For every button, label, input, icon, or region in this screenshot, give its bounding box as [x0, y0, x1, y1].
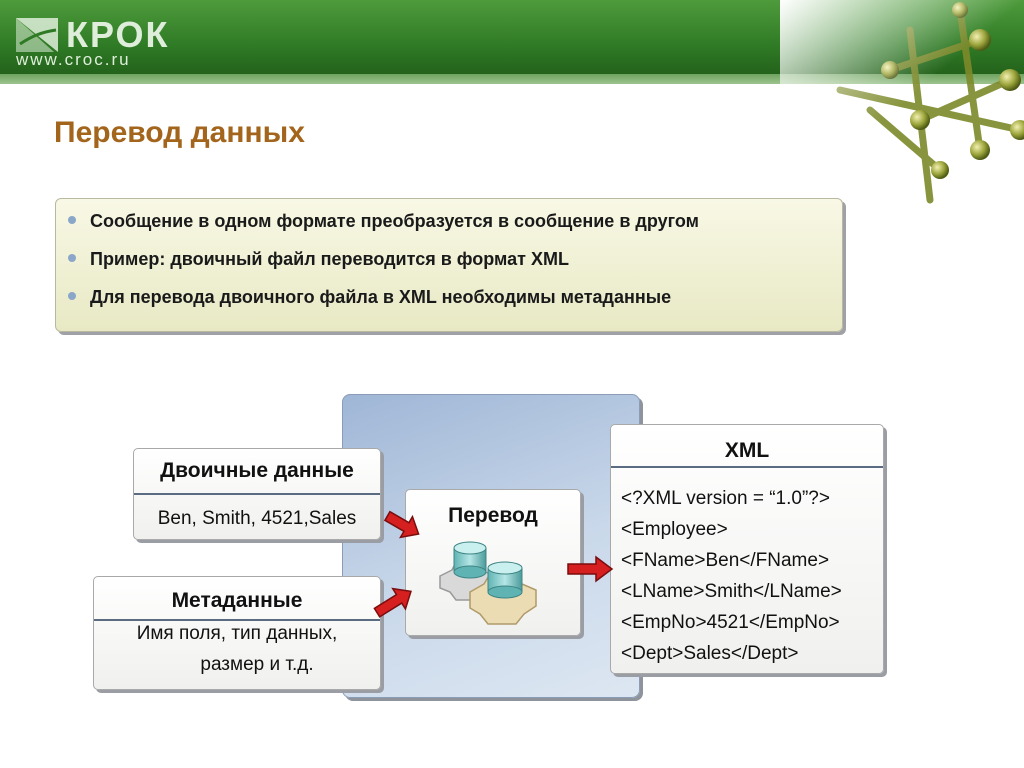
gears-icon — [434, 540, 558, 626]
bullet-dot-icon — [68, 292, 76, 300]
bullet-dot-icon — [68, 254, 76, 262]
metadata-title: Метаданные — [171, 589, 303, 612]
logo-url[interactable]: www.croc.ru — [16, 50, 131, 69]
bullet-item-2 — [68, 249, 569, 270]
arrow-metadata-to-translate-icon — [372, 584, 416, 620]
bullet-item-3 — [68, 287, 671, 308]
xml-line: <EmpNo>4521</EmpNo> — [621, 612, 840, 633]
metadata-card — [93, 576, 381, 690]
card-divider — [134, 493, 380, 495]
xml-title: XML — [724, 439, 770, 462]
xml-line: <FName>Ben</FName> — [621, 550, 830, 571]
card-divider — [94, 619, 380, 621]
binary-data-card — [133, 448, 381, 540]
logo-text: КРОК — [66, 14, 170, 55]
xml-line: <Dept>Sales</Dept> — [621, 643, 799, 664]
translate-title: Перевод — [448, 504, 538, 527]
bullet-text: Пример: двоичный файл переводится в формат XML — [90, 249, 569, 269]
bullet-dot-icon — [68, 216, 76, 224]
translate-card — [405, 489, 581, 636]
bullet-list-box — [55, 198, 843, 332]
xml-card — [610, 424, 884, 674]
binary-data-value: Ben, Smith, 4521,Sales — [157, 508, 357, 529]
bullet-text: Для перевода двоичного файла в XML необходимы метаданные — [90, 287, 672, 307]
arrow-binary-to-translate-icon — [383, 508, 423, 542]
xml-code-block — [621, 483, 842, 669]
page-title: Перевод данных — [54, 116, 305, 149]
bullet-text: Сообщение в одном формате преобразуется в сообщение в другом — [90, 211, 699, 231]
xml-line: <Employee> — [621, 519, 728, 540]
xml-line: <LName>Smith</LName> — [621, 581, 842, 602]
bullet-item-1 — [68, 211, 699, 232]
xml-line: <?XML version = “1.0”?> — [621, 488, 830, 509]
metadata-line-1: Имя поля, тип данных, — [136, 623, 338, 644]
molecule-decoration-icon — [780, 0, 1024, 210]
metadata-line-2: размер и т.д. — [200, 654, 314, 675]
card-divider — [611, 466, 883, 468]
arrow-translate-to-xml-icon — [566, 555, 614, 583]
binary-data-title: Двоичные данные — [160, 459, 354, 482]
